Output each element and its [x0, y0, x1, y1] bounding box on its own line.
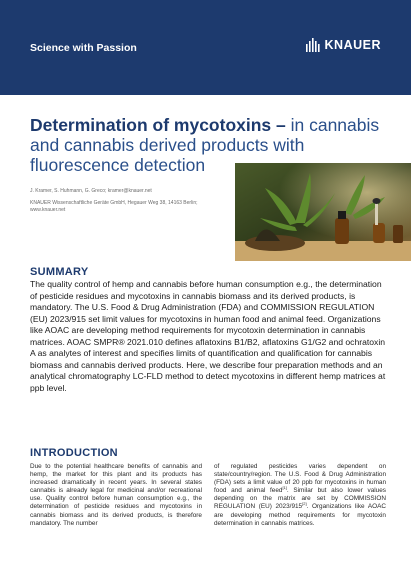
intro-right-part-c: . Organizations like AOAC are developing method requirements for mycotoxin determination in cannabis matrices. [214, 503, 386, 527]
reference-1: [1] [282, 485, 287, 491]
authors: J. Kramer, S. Huhmann, G. Greco; kramer@knauer.net [30, 188, 152, 194]
title-light: in cannabis and cannabis derived products with fluorescence detection [30, 115, 380, 175]
logo-text: KNAUER [324, 38, 381, 52]
introduction-heading: INTRODUCTION [30, 447, 118, 459]
cannabis-photo [235, 163, 411, 261]
knauer-logo-icon [305, 38, 321, 52]
intro-right-part-a: of regulated pesticides varies dependent on state/country/region. The U.S. Food & Drug Administration (FDA) sets a limit value of 20 ppb for mycotoxins in human food and animal feed [214, 463, 386, 495]
summary-text: The quality control of hemp and cannabis before human consumption e.g., the determination of pesticide residues and mycotoxins in cannabis biomass and its derived products, is mandatory. The U.S. Food & Drug Administration (FDA) and COMMISSION REGULATION (EU) 2023/915 set limit values for mycotoxins in human food and animal feed. Organizations like AOAC are developing method requirements for mycotoxin determination in cannabis matrices. AOAC SMPR® 2021.010 defines aflatoxins B1/B2, aflatoxins G1/G2 and ochratoxin A as analytes of interest and specifies limits of quantification and qualification for cannabis biomass and cannabis derived products. Here, we describe four preparation methods and an analytical chromatography LC-FLD method to detect mycotoxins in different hemp matrices at ppb level. [30, 279, 386, 393]
knauer-logo [305, 38, 381, 52]
header-banner [0, 0, 411, 95]
title-bold: Determination of mycotoxins – [30, 115, 286, 135]
intro-right-part-b: . Similar but also lower values depending on the matrix are set by COMMISSION REGULATION (EU) 2023/915 [214, 487, 386, 511]
introduction-left-column: Due to the potential healthcare benefits of cannabis and hemp, the market for this plant and its products has increased dramatically in recent years. In several states cannabis is already legal for medicinal and/or recreational use. Quality control before human consumption e.g., the determination of pesticide residues and mycotoxins in cannabis biomass and its derived products, is therefore mandatory. The number [30, 463, 202, 527]
affiliation: KNAUER Wissenschaftliche Geräte GmbH, Hegauer Weg 38, 14163 Berlin; www.knauer.net [30, 200, 198, 213]
reference-2: [2] [302, 501, 307, 507]
introduction-right-column [214, 463, 386, 528]
summary-heading: SUMMARY [30, 266, 89, 278]
tagline: Science with Passion [30, 42, 137, 54]
cannabis-leaves-and-oil-bottles-photo [235, 163, 411, 261]
